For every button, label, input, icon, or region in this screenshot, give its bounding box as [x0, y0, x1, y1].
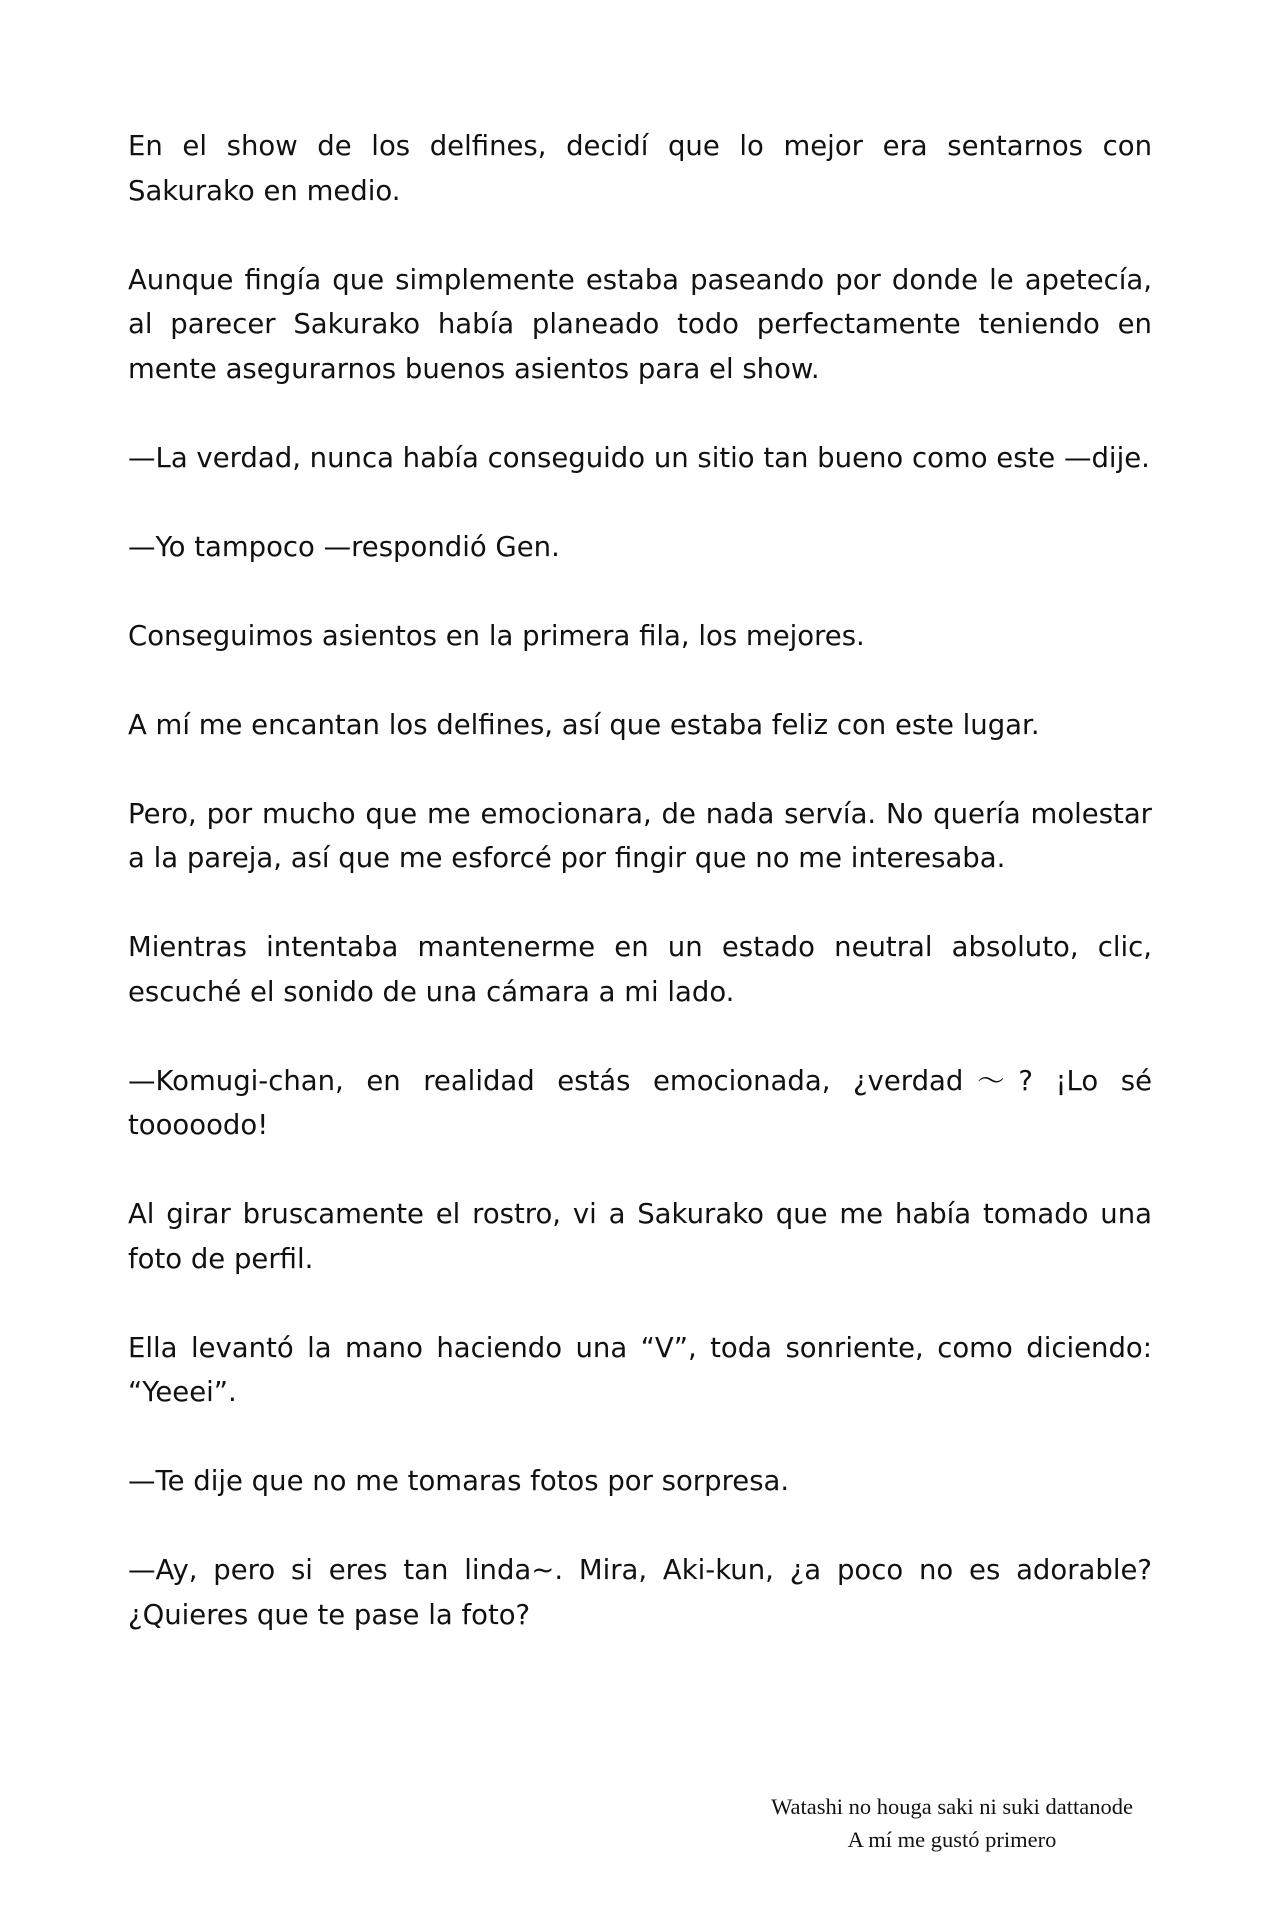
paragraph: A mí me encantan los delfines, así que estaba feliz con este lugar. [128, 708, 1040, 741]
paragraph: —La verdad, nunca había conseguido un sitio tan bueno como este —dije. [128, 441, 1150, 474]
paragraph: —Komugi-chan, en realidad estás emocionada, ¿verdad〜? ¡Lo sé tooooodo! [128, 1064, 1152, 1141]
paragraph: —Yo tampoco —respondió Gen. [128, 530, 560, 563]
paragraph: —Ay, pero si eres tan linda~. Mira, Aki-kun, ¿a poco no es adorable? ¿Quieres que te pase la foto? [128, 1554, 1152, 1631]
footer-title-spanish: A mí me gustó primero [847, 1827, 1057, 1852]
paragraph: Ella levantó la mano haciendo una “V”, toda sonriente, como diciendo: “Yeeei”. [128, 1331, 1152, 1408]
paragraph: —Te dije que no me tomaras fotos por sorpresa. [128, 1465, 790, 1497]
paragraph: Pero, por mucho que me emocionara, de nada servía. No quería molestar a la pareja, así que me esforcé por fingir que no me interesaba. [128, 797, 1152, 874]
paragraph: Conseguimos asientos en la primera fila, los mejores. [128, 619, 865, 652]
paragraph: En el show de los delfines, decidí que lo mejor era sentarnos con Sakurako en medio. [128, 130, 1152, 207]
paragraph: Mientras intentaba mantenerme en un estado neutral absoluto, clic, escuché el sonido de una cámara a mi lado. [128, 931, 1152, 1008]
paragraph: Aunque fingía que simplemente estaba paseando por donde le apetecía, al parecer Sakurako había planeado todo perfectamente teniendo en mente asegurarnos buenos asientos para el show. [128, 263, 1152, 385]
document-body [128, 124, 1152, 1682]
footer-title-romaji: Watashi no houga saki ni suki dattanode [771, 1794, 1133, 1819]
paragraph: Al girar bruscamente el rostro, vi a Sakurako que me había tomado una foto de perfil. [128, 1198, 1152, 1275]
page-footer [752, 1790, 1152, 1856]
